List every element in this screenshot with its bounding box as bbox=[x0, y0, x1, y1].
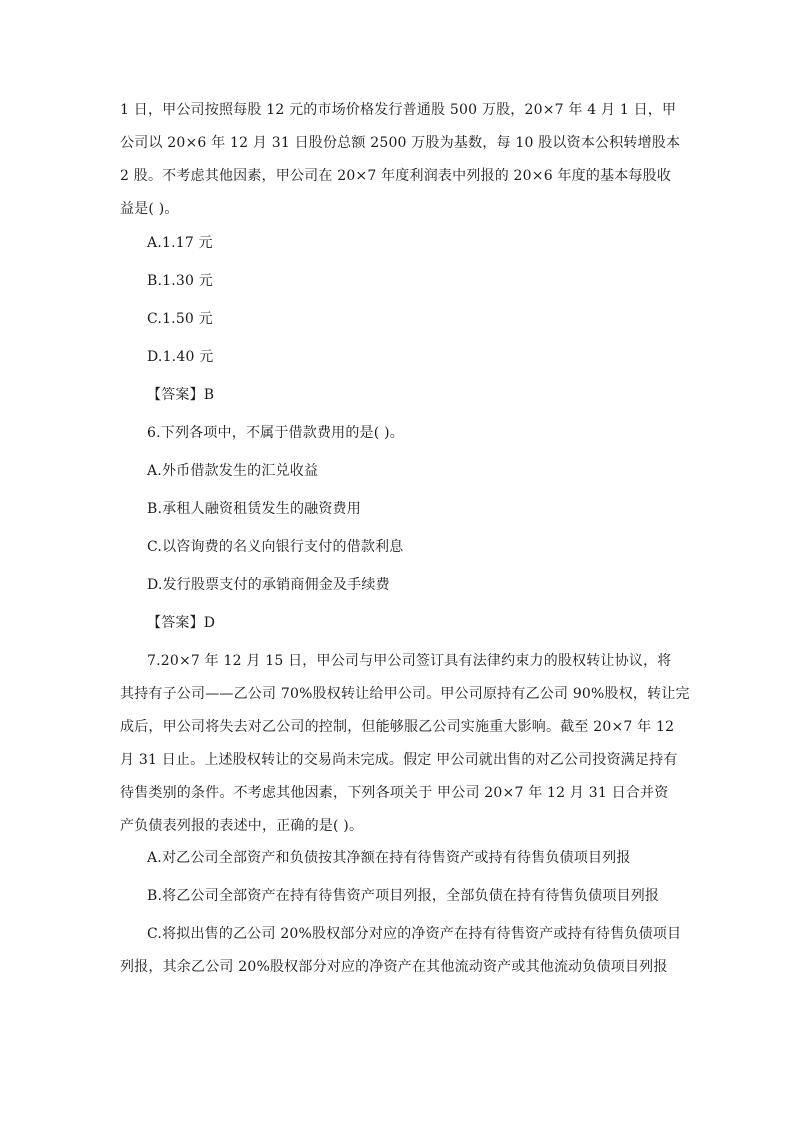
q5-option-b: B.1.30 元 bbox=[147, 273, 213, 289]
q5-stem-line-2: 公司以 20×6 年 12 月 31 日股份总额 2500 万股为基数，每 10 股以资本公积转增股本 bbox=[120, 135, 681, 151]
q7-option-c-line-1: C.将拟出售的乙公司 20%股权部分对应的净资产在持有待售资产或持有待售负债项目 bbox=[147, 926, 682, 942]
q7-option-b: B.将乙公司全部资产在持有待售资产项目列报，全部负债在持有待售负债项目列报 bbox=[147, 888, 660, 904]
q6-option-d: D.发行股票支付的承销商佣金及手续费 bbox=[147, 577, 390, 593]
q7-option-c-line-2: 列报，其余乙公司 20%股权部分对应的净资产在其他流动资产或其他流动负债项目列报 bbox=[120, 959, 668, 975]
q7-option-a: A.对乙公司全部资产和负债按其净额在持有待售资产或持有待售负债项目列报 bbox=[147, 850, 631, 866]
q5-option-d: D.1.40 元 bbox=[147, 349, 214, 365]
q6-option-b: B.承租人融资租赁发生的融资费用 bbox=[147, 501, 361, 517]
q5-stem-line-1: 1 日，甲公司按照每股 12 元的市场价格发行普通股 500 万股，20×7 年 4 月 1 日，甲 bbox=[120, 102, 677, 118]
q5-answer: 【答案】B bbox=[147, 387, 215, 403]
q7-stem-line-2: 其持有子公司——乙公司 70%股权转让给甲公司。甲公司原持有乙公司 90%股权，转让完 bbox=[120, 686, 690, 702]
q7-stem-line-4: 月 31 日止。上述股权转让的交易尚未完成。假定 甲公司就出售的对乙公司投资满足持有 bbox=[120, 752, 678, 768]
q6-option-a: A.外币借款发生的汇兑收益 bbox=[147, 463, 319, 479]
q6-answer: 【答案】D bbox=[147, 615, 216, 631]
q5-option-c: C.1.50 元 bbox=[147, 311, 213, 327]
q6-stem: 6.下列各项中，不属于借款费用的是( )。 bbox=[147, 425, 404, 441]
q6-option-c: C.以咨询费的名义向银行支付的借款利息 bbox=[147, 539, 404, 555]
q7-stem-line-3: 成后，甲公司将失去对乙公司的控制，但能够服乙公司实施重大影响。截至 20×7 年 12 bbox=[120, 719, 675, 735]
q5-stem-line-3: 2 股。不考虑其他因素，甲公司在 20×7 年度利润表中列报的 20×6 年度的基本每股收 bbox=[120, 168, 672, 184]
q5-option-a: A.1.17 元 bbox=[147, 235, 213, 251]
q7-stem-line-6: 产负债表列报的表述中，正确的是( )。 bbox=[120, 818, 364, 834]
q7-stem-line-5: 待售类别的条件。不考虑其他因素，下列各项关于 甲公司 20×7 年 12 月 31 日合并资 bbox=[120, 785, 669, 801]
q5-stem-line-4: 益是( )。 bbox=[120, 201, 179, 217]
q7-stem-line-1: 7.20×7 年 12 月 15 日，甲公司与甲公司签订具有法律约束力的股权转让协议，将 bbox=[147, 653, 672, 669]
